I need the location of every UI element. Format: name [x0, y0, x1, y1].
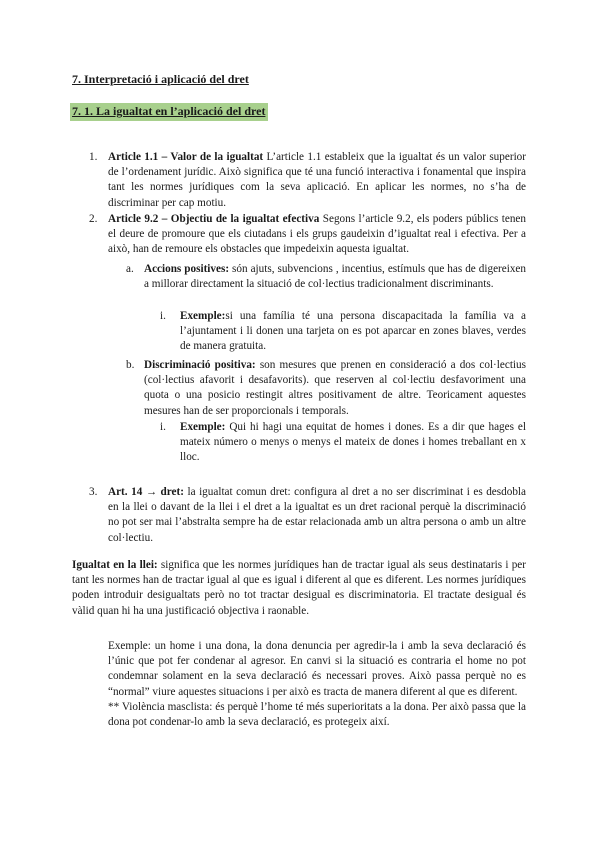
list-number: 3. — [89, 486, 98, 498]
list-item-text: Segons l’article 9.2, els poders públics tenen el deure de promoure que els ciutadans i els grups gaudeixin d’igualtat real i efectiva. Per a això, han de remoure els obstacles que impedeixin aquesta igualtat. — [108, 213, 526, 256]
example-roman: i. — [160, 310, 166, 322]
sublist-letter: a. — [126, 263, 134, 275]
list-item-title: Article 9.2 – Objectiu de la igualtat efectiva — [108, 213, 320, 225]
list-item-text: L’article 1.1 estableix que la igualtat és un valor superior de l’ordenament jurídic. Això significa que té una funció interactiva i fonamental que inspira tant les normes jurídiques com la seva aplicació. En aplicar les normes, no s’ha de discriminar per cap motiu. — [108, 151, 526, 209]
igualtat-text: significa que les normes jurídiques han de tractar igual als seus destinataris i per tant les normes han de tractar igual al que es igual i diferent al que es diferent. Les normes jurídiques poden introduir desigualtats però no tot tractar desigual es discriminatoria. El tractate desigual és vàlid quan hi ha una justificació objectiva i raonable. — [72, 559, 526, 617]
list-number: 2. — [89, 213, 98, 225]
example-item — [180, 420, 526, 466]
sublist-item-text: són ajuts, subvencions , incentius, estímuls que has de digereixen a millorar directament la situació de col·lectius tradicionalment discriminants. — [144, 263, 526, 291]
example-title: Exemple: — [180, 310, 226, 322]
igualtat-paragraph — [72, 558, 526, 619]
example-paragraph: Exemple: un home i una dona, la dona denuncia per agredir-la i amb la seva declaració és l’únic que pot fer condenar al agresor. En canvi si la situació es contraria el home no pot condemnar solament en la seva declaració és necessari proves. Això passa perquè no es “normal” viure aquestes situacions i per això es tracta de manera diferent al que es diferent. — [108, 640, 526, 698]
sublist-item — [144, 262, 526, 292]
list-item-text: la igualtat comun dret: configura al dret a no ser discriminat i es desdobla en la llei o davant de la llei i el dret a la igualtat es un dret racional perquè la discriminació no pot ser mai l’abstralta sempre ha de estar relacionada amb un altra persona o amb un altre col·lectiu. — [108, 486, 526, 544]
section-heading: 7. Interpretació i aplicació del dret — [72, 72, 249, 86]
list-item-title: Article 1.1 – Valor de la igualtat — [108, 151, 264, 163]
list-item — [108, 212, 526, 258]
list-item — [108, 485, 526, 546]
subsection-heading: 7. 1. La igualtat en l’aplicació del dret — [70, 103, 268, 121]
sublist-item-title: Accions positives: — [144, 263, 230, 275]
example-title: Exemple: — [180, 421, 226, 433]
example-item — [180, 309, 526, 355]
sublist-item — [144, 358, 526, 419]
example-block — [108, 639, 526, 730]
example-note: ** Violència masclista: és perquè l’home té més superioritats a la dona. Per això passa que la dona pot condenar-lo amb la seva declaració, es protegeix així. — [108, 700, 526, 729]
sublist-item-title: Discriminació positiva: — [144, 359, 256, 371]
sublist-letter: b. — [126, 359, 135, 371]
example-text: si una família té una persona discapacitada la família va a l’ajuntament i li donen una tarjeta on es pot aparcar en zones blaves, verdes de manera gratuita. — [180, 310, 526, 353]
sublist-item-text: son mesures que prenen en consideració a dos col·lectius (col·lectius afavorit i desafavorits). que reserven al col·lectiu desfavoriment una quota o una posicio restingit altres positivament de altre. Teoricament aquestes mesures han de ser proporcionals i temporals. — [144, 359, 526, 417]
list-item-title: Art. 14 → dret: — [108, 486, 184, 498]
example-roman: i. — [160, 421, 166, 433]
example-text: Qui hi hagi una equitat de homes i dones. Es a dir que hages el mateix número o menys o menys el mateix de dones i homes treballant en x lloc. — [180, 421, 526, 464]
list-number: 1. — [89, 151, 98, 163]
igualtat-title: Igualtat en la llei: — [72, 559, 158, 571]
list-item — [108, 150, 526, 211]
